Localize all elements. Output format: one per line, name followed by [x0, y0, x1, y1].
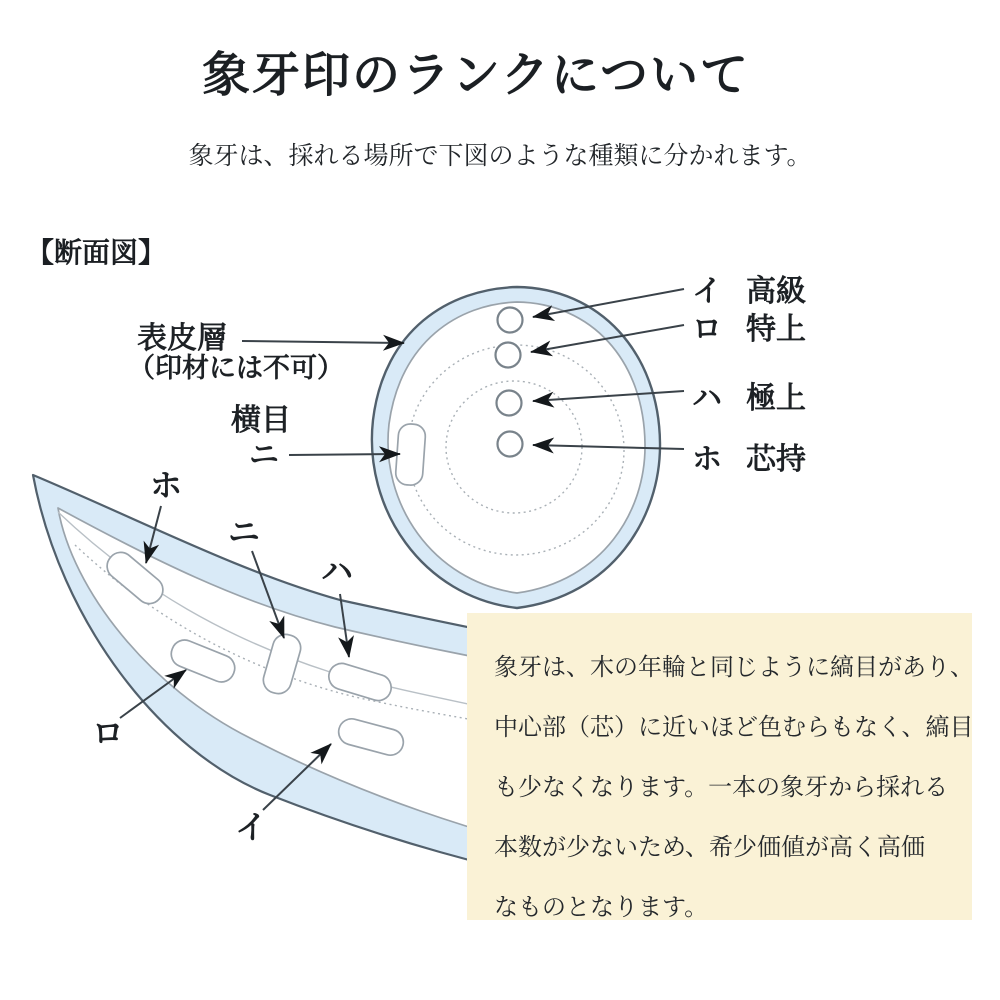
- rank-grade-i: 高級: [746, 275, 806, 308]
- rank-letter-ro: ロ: [692, 313, 722, 346]
- tusk-label-ro: ロ: [92, 715, 125, 751]
- surface-layer-label: 表皮層: [137, 322, 227, 355]
- rank-letter-i: イ: [692, 275, 722, 308]
- core-spot-ho: [498, 432, 523, 457]
- info-line-1: 象牙は、木の年輪と同じように縞目があり、: [494, 655, 974, 681]
- tusk-label-ho: ホ: [150, 467, 183, 503]
- rank-grade-ho: 芯持: [746, 443, 806, 476]
- info-line-2: 中心部（芯）に近いほど色むらもなく、縞目: [494, 715, 974, 741]
- core-spot-ha: [497, 391, 522, 416]
- section-heading: 【断面図】: [26, 238, 167, 269]
- rank-row-ro: [692, 304, 806, 348]
- info-box: [467, 613, 972, 920]
- rank-row-ho: [692, 434, 806, 478]
- rank-grade-ro: 特上: [746, 313, 806, 346]
- tusk-label-i: イ: [235, 809, 268, 845]
- page-title: 象牙印のランクについて: [201, 49, 751, 102]
- rank-row-ha: [692, 373, 806, 417]
- tusk-label-ha: ハ: [321, 553, 354, 589]
- cross-grain-rank-label: ニ: [249, 439, 279, 472]
- surface-layer-note: （印材には不可）: [128, 353, 344, 383]
- page-subtitle: 象牙は、採れる場所で下図のような種類に分かれます。: [188, 143, 812, 170]
- tusk-label-ni: ニ: [228, 514, 261, 550]
- info-line-4: 本数が少ないため、希少価値が高く高価: [494, 835, 926, 861]
- cross-grain-label: 横目: [231, 404, 291, 437]
- arrow-cross-grain: [289, 454, 400, 455]
- info-line-3: も少なくなります。一本の象牙から採れる: [494, 775, 949, 801]
- rank-letter-ho: ホ: [692, 443, 722, 476]
- arrow-surface-layer: [242, 341, 404, 343]
- rank-grade-ha: 極上: [746, 382, 806, 415]
- core-spot-ro: [496, 343, 521, 368]
- core-spot-i: [498, 308, 523, 333]
- rank-letter-ha: ハ: [692, 382, 722, 415]
- info-line-5: なものとなります。: [494, 895, 709, 921]
